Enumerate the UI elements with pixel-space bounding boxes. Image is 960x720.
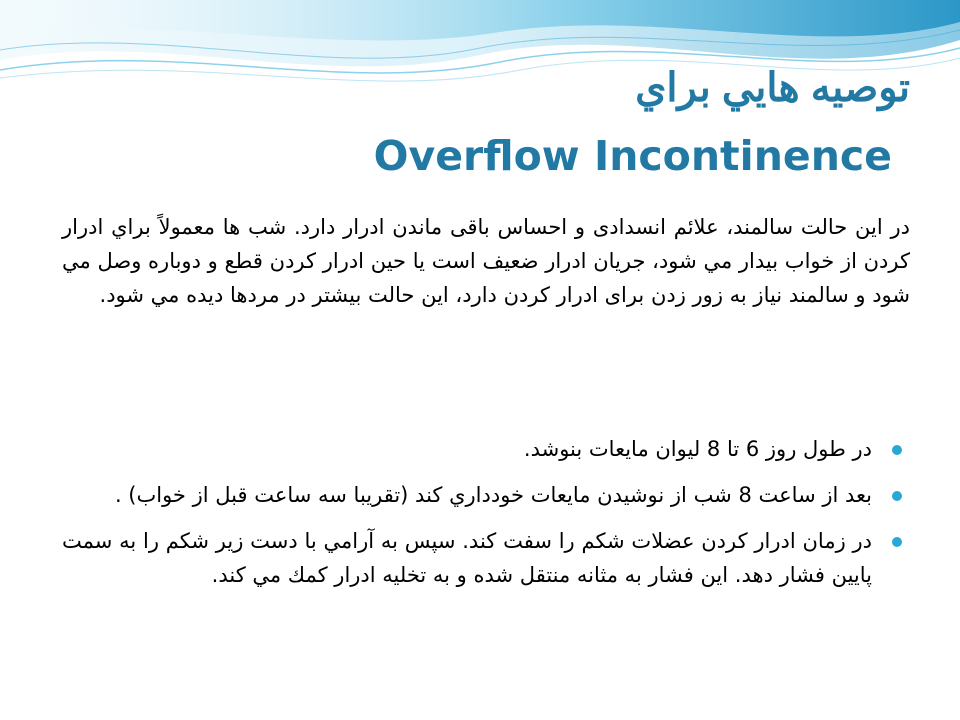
recommendation-list (62, 432, 910, 604)
intro-paragraph: در این حالت سالمند، علائم انسدادی و احساس باقی ماندن ادرار دارد. شب ها معمولاً براي ادرار كردن از خواب بيدار مي شود، جريان ادرار ضعيف است يا حين ادرار كردن قطع و دوباره وصل مي شود و سالمند نياز به زور زدن برای ادرار كردن دارد، اين حالت بيشتر در مردها ديده مي شود. (62, 215, 910, 307)
list-item (62, 524, 910, 592)
list-item-text: بعد از ساعت 8 شب از نوشيدن مايعات خودداري كند (تقريبا سه ساعت قبل از خواب) . (114, 483, 872, 507)
list-item-text: در زمان ادرار كردن عضلات شكم را سفت كند. سپس به آرامي با دست زير شكم را به سمت پايين فشار دهد. اين فشار به مثانه منتقل شده و به تخليه ادرار كمك مي كند. (62, 529, 872, 587)
slide-title-persian: توصيه هايي براي (635, 66, 910, 110)
bullet-dot-icon (892, 491, 902, 501)
slide-title-english: Overflow Incontinence (373, 132, 892, 180)
list-item (62, 432, 910, 466)
bullet-dot-icon (892, 445, 902, 455)
list-item-text: در طول روز 6 تا 8 ليوان مايعات بنوشد. (523, 437, 872, 461)
list-item (62, 478, 910, 512)
bullet-dot-icon (892, 537, 902, 547)
